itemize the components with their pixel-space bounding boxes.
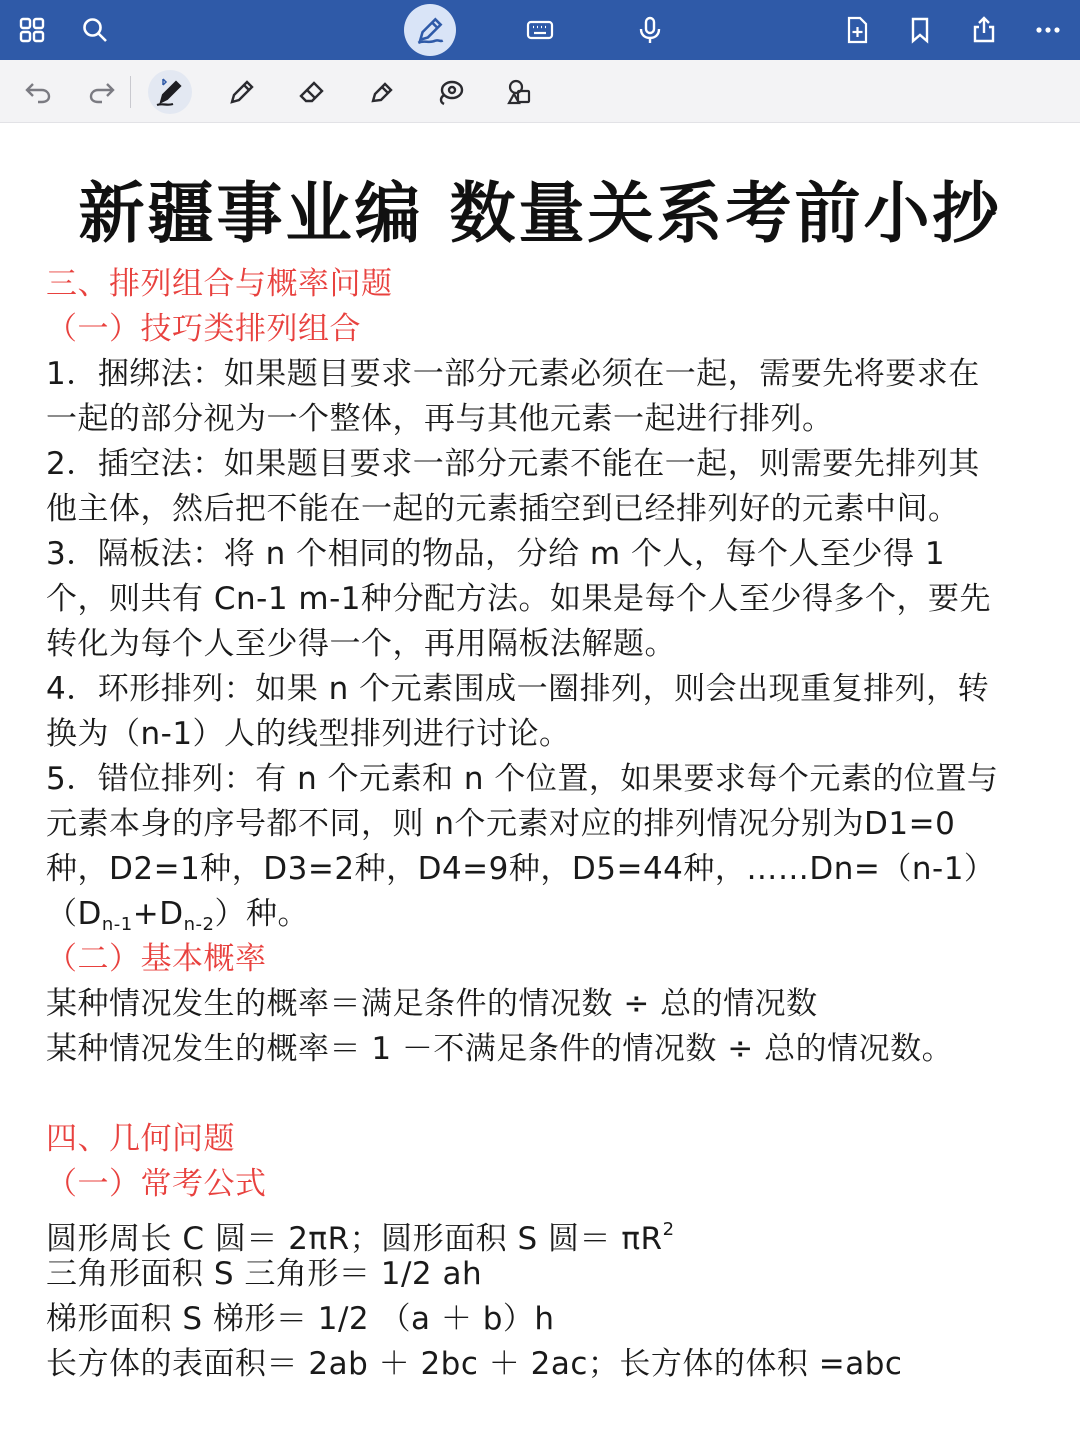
text-line: 转化为每个人至少得一个，再用隔板法解题。 — [46, 626, 676, 662]
section-heading-3: 三、排列组合与概率问题 — [46, 266, 393, 302]
pencil-icon[interactable] — [220, 70, 264, 114]
more-icon[interactable] — [1028, 10, 1068, 50]
redo-icon[interactable] — [80, 70, 124, 114]
keyboard-icon[interactable] — [520, 10, 560, 50]
toolbar-divider — [130, 76, 131, 108]
top-app-bar — [0, 0, 1080, 60]
text-line: 种，D2=1种，D3=2种，D4=9种，D5=44种，……Dn=（n-1） — [46, 851, 996, 887]
section-heading-4: 四、几何问题 — [46, 1121, 235, 1157]
formula-superscript: 2 — [662, 1219, 675, 1240]
eraser-icon[interactable] — [290, 70, 334, 114]
text-line: 某种情况发生的概率＝ 1 －不满足条件的情况数 ÷ 总的情况数。 — [46, 1031, 954, 1067]
formula-part: +D — [132, 896, 184, 932]
share-icon[interactable] — [964, 10, 1004, 50]
lasso-icon[interactable] — [428, 70, 472, 114]
note-page[interactable] — [0, 122, 1080, 1443]
bookmark-icon[interactable] — [900, 10, 940, 50]
text-line: 长方体的表面积＝ 2ab ＋ 2bc ＋ 2ac；长方体的体积 =abc — [46, 1346, 903, 1382]
formula-part: ）种。 — [214, 896, 309, 932]
formula-part: 圆形周长 C 圆＝ 2πR；圆形面积 S 圆＝ πR — [46, 1221, 663, 1257]
bluetooth-pen-icon[interactable] — [148, 70, 192, 114]
formula-subscript: n-2 — [183, 914, 215, 935]
text-line: 三角形面积 S 三角形＝ 1/2 ah — [46, 1256, 483, 1292]
text-line: 个，则共有 Cn-1 m-1种分配方法。如果是每个人至少得多个，要先 — [46, 581, 992, 617]
undo-icon[interactable] — [16, 70, 60, 114]
text-line: 1．捆绑法：如果题目要求一部分元素必须在一起，需要先将要求在 — [46, 356, 980, 392]
text-line: 梯形面积 S 梯形＝ 1/2 （a ＋ b）h — [46, 1301, 555, 1337]
text-line: 换为（n-1）人的线型排列进行讨论。 — [46, 716, 571, 752]
subheading-probability: （二）基本概率 — [46, 941, 267, 977]
text-line: 某种情况发生的概率＝满足条件的情况数 ÷ 总的情况数 — [46, 986, 818, 1022]
text-line: 2．插空法：如果题目要求一部分元素不能在一起，则需要先排列其 — [46, 446, 980, 482]
shapes-icon[interactable] — [498, 70, 542, 114]
formula-part: （D — [46, 896, 102, 932]
grid-icon[interactable] — [12, 10, 52, 50]
microphone-icon[interactable] — [630, 10, 670, 50]
add-page-icon[interactable] — [837, 10, 877, 50]
formula-subscript: n-1 — [101, 914, 133, 935]
text-line: 一起的部分视为一个整体，再与其他元素一起进行排列。 — [46, 401, 834, 437]
page-title: 新疆事业编 数量关系考前小抄 — [78, 175, 1002, 252]
pen-mode-icon[interactable] — [404, 4, 456, 56]
text-line: 元素本身的序号都不同，则 n个元素对应的排列情况分别为D1=0 — [46, 806, 956, 842]
subheading-formulas: （一）常考公式 — [46, 1166, 267, 1202]
text-line: 4．环形排列：如果 n 个元素围成一圈排列，则会出现重复排列，转 — [46, 671, 990, 707]
text-line: 5．错位排列：有 n 个元素和 n 个位置，如果要求每个元素的位置与 — [46, 761, 999, 797]
text-line: 3．隔板法：将 n 个相同的物品，分给 m 个人，每个人至少得 1 — [46, 536, 946, 572]
search-icon[interactable] — [75, 10, 115, 50]
subheading-skills: （一）技巧类排列组合 — [46, 311, 361, 347]
drawing-toolbar — [0, 60, 1080, 123]
text-line: 他主体，然后把不能在一起的元素插空到已经排列好的元素中间。 — [46, 491, 960, 527]
highlighter-icon[interactable] — [360, 70, 404, 114]
